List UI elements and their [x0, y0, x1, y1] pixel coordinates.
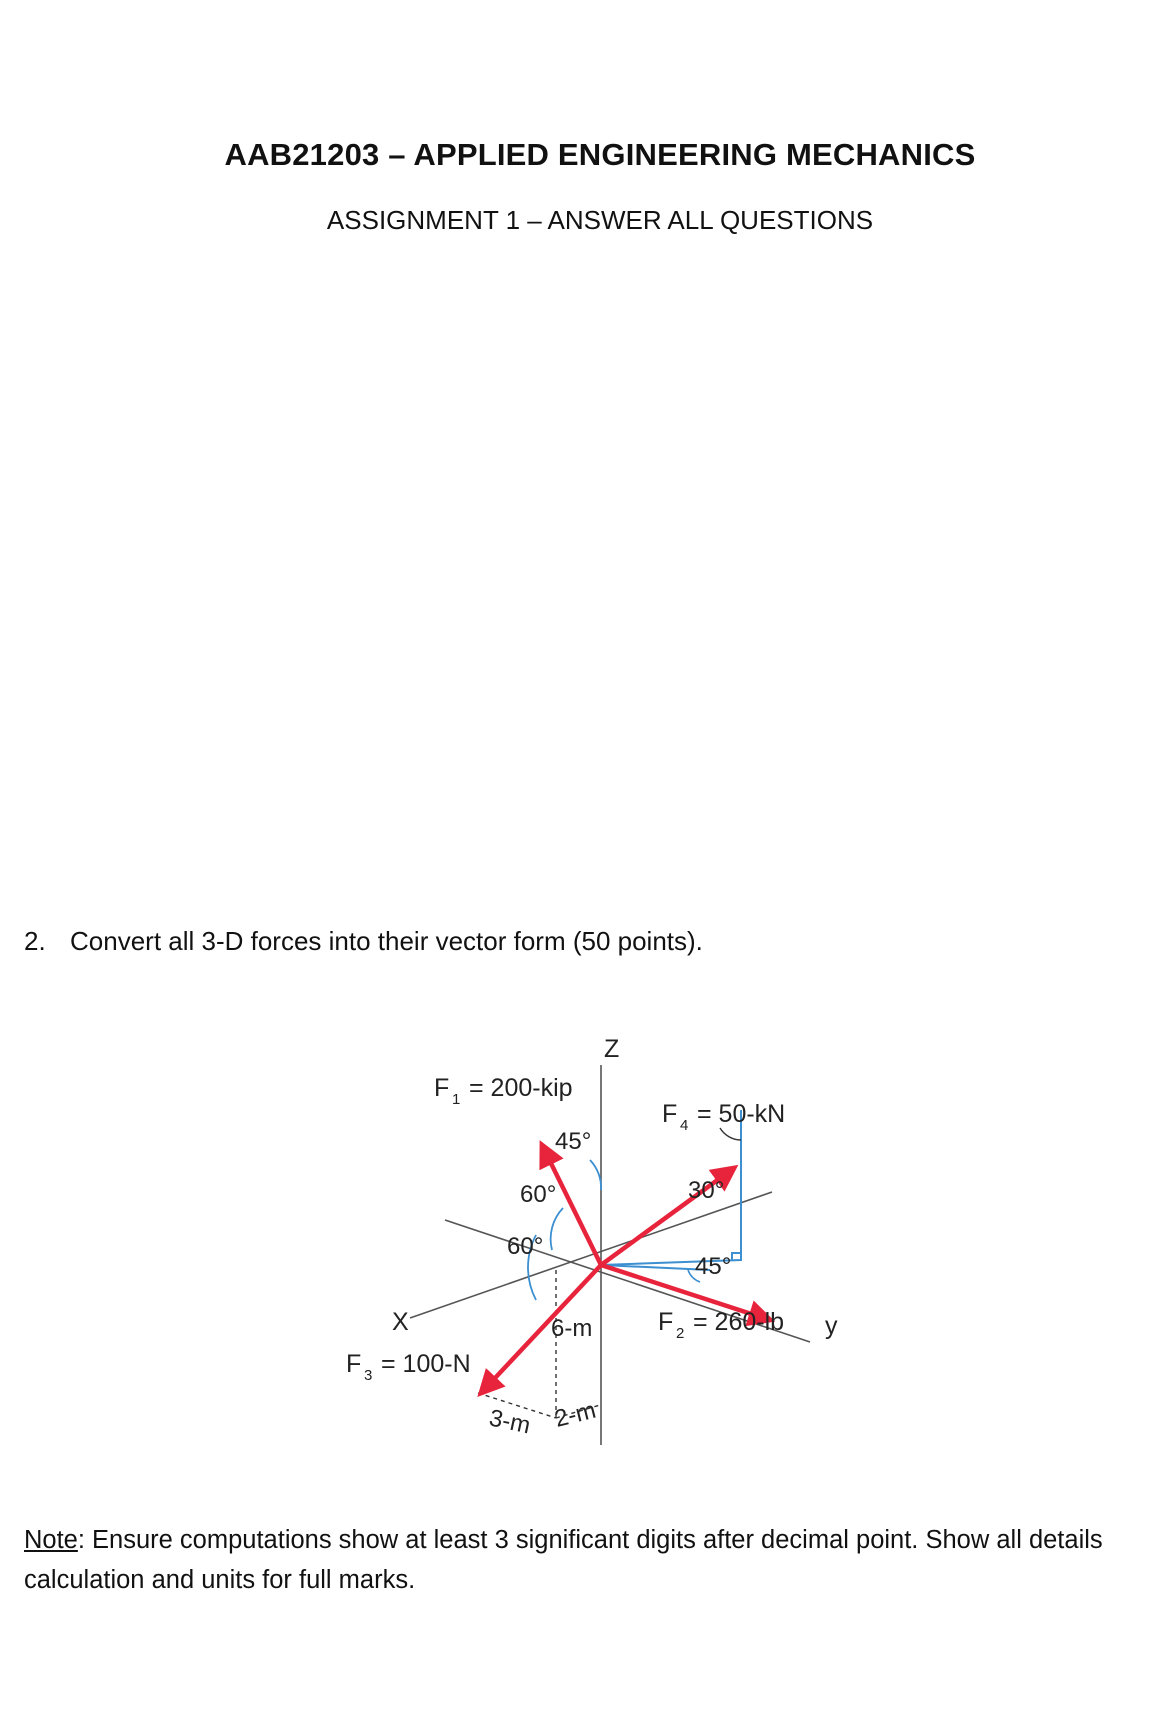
- y-axis-label: y: [825, 1312, 838, 1340]
- f2-label: [658, 1308, 784, 1342]
- x-axis-label: X: [392, 1308, 409, 1336]
- f1-subscript: 1: [452, 1091, 461, 1108]
- angle-arc-f1-z: [590, 1160, 601, 1190]
- angle-label-f1-z: 45°: [555, 1128, 592, 1155]
- z-axis-label: Z: [604, 1035, 620, 1063]
- f3-label: [346, 1350, 471, 1384]
- note-label: Note: [24, 1526, 78, 1554]
- f2-magnitude: = 260-lb: [693, 1308, 785, 1336]
- f2-subscript: 2: [676, 1325, 685, 1342]
- angle-label-f4-vertical: 30°: [688, 1177, 725, 1204]
- question-text: Convert all 3-D forces into their vector form (50 points).: [70, 926, 703, 956]
- f4-symbol: F: [662, 1100, 678, 1128]
- f4-label: [662, 1100, 785, 1134]
- angle-arc-f1-upper: [551, 1208, 563, 1250]
- f1-magnitude: = 200-kip: [469, 1074, 573, 1102]
- f4-subscript: 4: [680, 1117, 689, 1134]
- course-title: AAB21203 – APPLIED ENGINEERING MECHANICS: [224, 137, 976, 172]
- assignment-title: ASSIGNMENT 1 – ANSWER ALL QUESTIONS: [326, 205, 874, 235]
- f1-symbol: F: [434, 1074, 450, 1102]
- f3-magnitude: = 100-N: [381, 1350, 471, 1378]
- f3-subscript: 3: [364, 1367, 373, 1384]
- height-dimension-label: 6-m: [551, 1315, 593, 1342]
- f3-symbol: F: [346, 1350, 362, 1378]
- y-offset-dimension-label: 2-m: [551, 1396, 599, 1433]
- f2-symbol: F: [658, 1308, 674, 1336]
- angle-label-f1-lower: 60°: [507, 1233, 544, 1260]
- x-offset-dimension-label: 3-m: [486, 1404, 533, 1440]
- f1-label: [434, 1074, 573, 1108]
- angle-arc-f4-vertical: [720, 1128, 741, 1140]
- angle-label-f2-horizontal: 45°: [695, 1253, 732, 1280]
- angle-label-f1-upper: 60°: [520, 1181, 557, 1208]
- question-number: 2.: [24, 926, 46, 956]
- f4-magnitude: = 50-kN: [697, 1100, 786, 1128]
- note: [24, 1520, 1154, 1600]
- note-text: : Ensure computations show at least 3 significant digits after decimal point. Show all details calculation and units for full marks.: [24, 1526, 1103, 1594]
